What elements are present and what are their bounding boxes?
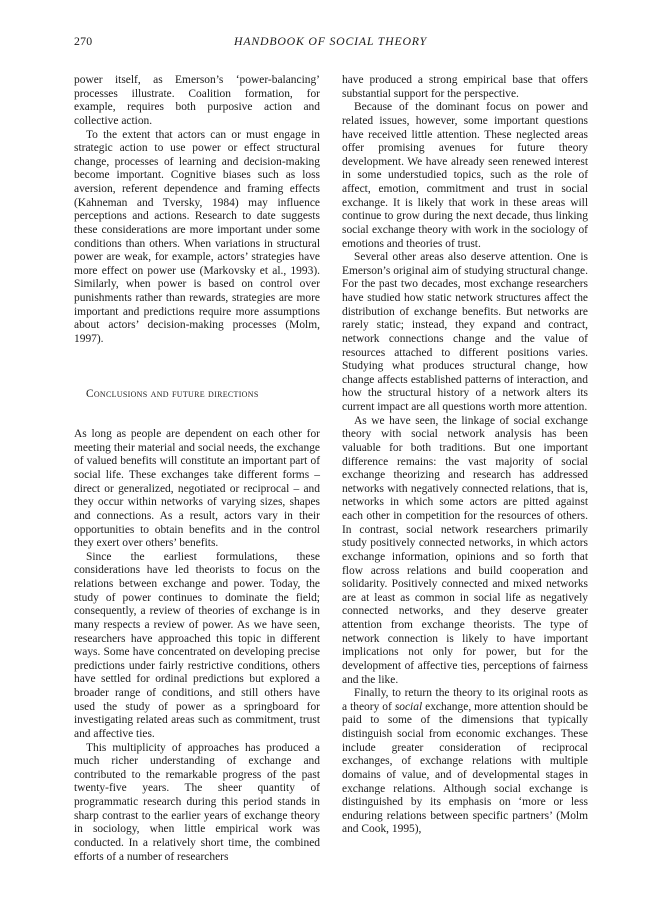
section-heading: Conclusions and future directions xyxy=(86,387,259,400)
paragraph: Because of the dominant focus on power and related issues, however, some important questions have received little attention. These neglected areas offer promising avenues for future theory development. We have already seen renewed interest in some understudied topics, such as the role of affect, emotion, commitment and trust in social exchange. It is likely that work in these areas will continue to grow during the next decade, thus linking social exchange theory with work in the sociology of emotions and theories of trust. xyxy=(342,101,588,250)
emphasis-social: social xyxy=(394,700,423,713)
paragraph: This multiplicity of approaches has produced a much richer understanding of exchange and contributed to the remarkable progress of the past twenty-five years. The sheer quantity of programmatic research during this period stands in sharp contrast to the earlier years of exchange theory in sociology, when little empirical work was conducted. In a relatively short time, the combined efforts of a number of researchers xyxy=(74,741,320,863)
right-column xyxy=(342,74,588,837)
paragraph: Since the earliest formulations, these considerations have led theorists to focus on the relations between exchange and power. Today, the study of power continues to dominate the field; consequently, a review of theories of exchange is in many respects a review of power. As we have seen, researchers have approached this topic in different ways. Some have concentrated on developing precise predictions under fairly restrictive conditions, others have settled for ordinal predictions but explored a broader range of conditions, and still others have used the study of power as a springboard for investigating related areas such as commitment, trust and affective ties. xyxy=(74,550,320,740)
running-header xyxy=(74,34,587,52)
paragraph-with-emphasis xyxy=(342,687,588,837)
paragraph: power itself, as Emerson’s ‘power-balancing’ processes illustrate. Coalition formation, for example, requires both purposive action and collective action. xyxy=(74,74,320,127)
paragraph: Several other areas also deserve attention. One is Emerson’s original aim of studying structural change. For the past two decades, most exchange researchers have studied how static network structures affect the distribution of exchange benefits. But networks are rarely static; instead, they expand and contract, network connections change and the value of resources attached to different positions varies. Studying what produces structural change, how change affects established patterns of interaction, and how the structural history of a network alters its current impact are all questions worth more attention. xyxy=(342,251,588,413)
text-run: Finally, to return the theory to its original roots as a theory of xyxy=(342,687,588,713)
paragraph: To the extent that actors can or must engage in strategic action to use power or effect structural change, processes of learning and decision-making become important. Cognitive biases such as loss aversion, referent dependence and framing effects (Kahneman and Tversky, 1984) may influence perceptions and actions. Research to date suggests these considerations are more important under some conditions than others. When variations in structural power are weak, for example, actors’ strategies have more effect on power use (Markovsky et al., 1993). Similarly, when power is based on control over punishments rather than rewards, strategies are more important and predictions require more assumptions about actors’ decision-making processes (Molm, 1997). xyxy=(74,128,320,345)
running-title: HANDBOOK OF SOCIAL THEORY xyxy=(234,34,427,48)
paragraph: As we have seen, the linkage of social exchange theory with social network analysis has been valuable for both traditions. But one important difference remains: the vast majority of social exchange theorizing and research has addressed networks with negatively connected relations, that is, networks in which some actors are pitted against each other in competition for the resources of others. In contrast, social network researchers primarily study positively connected networks, in which actors exchange information, opinions and so forth that flow across relations and build cooperation and solidarity. Positively connected and mixed networks are at least as common in social life as negatively connected networks, and they deserve greater attention from exchange theorists. The type of network connection is likely to have important implications not only for power, but for the development of affective ties, perceptions of fairness and the like. xyxy=(342,414,588,686)
paragraph: have produced a strong empirical base that offers substantial support for the perspective. xyxy=(342,74,588,100)
text-run: exchange, more attention should be paid to some of the dimensions that typically distinguish social from economic exchanges. These include greater consideration of reciprocal exchanges, of exchange relations with multiple domains of value, and of developmental stages in exchange relations. Although social exchange is distinguished by its emphasis on ‘more or less enduring relations between specific partners’ (Molm and Cook, 1995), xyxy=(342,700,588,836)
page-number: 270 xyxy=(74,34,93,48)
paragraph: As long as people are dependent on each other for meeting their material and social needs, the exchange of valued benefits will constitute an important part of social life. These exchanges take different forms – direct or generalized, negotiated or reciprocal – and they occur within networks of varying sizes, shapes and connections. As a result, actors vary in their opportunities to obtain benefits and in the control they exert over others’ benefits. xyxy=(74,428,320,550)
left-column xyxy=(74,74,320,864)
